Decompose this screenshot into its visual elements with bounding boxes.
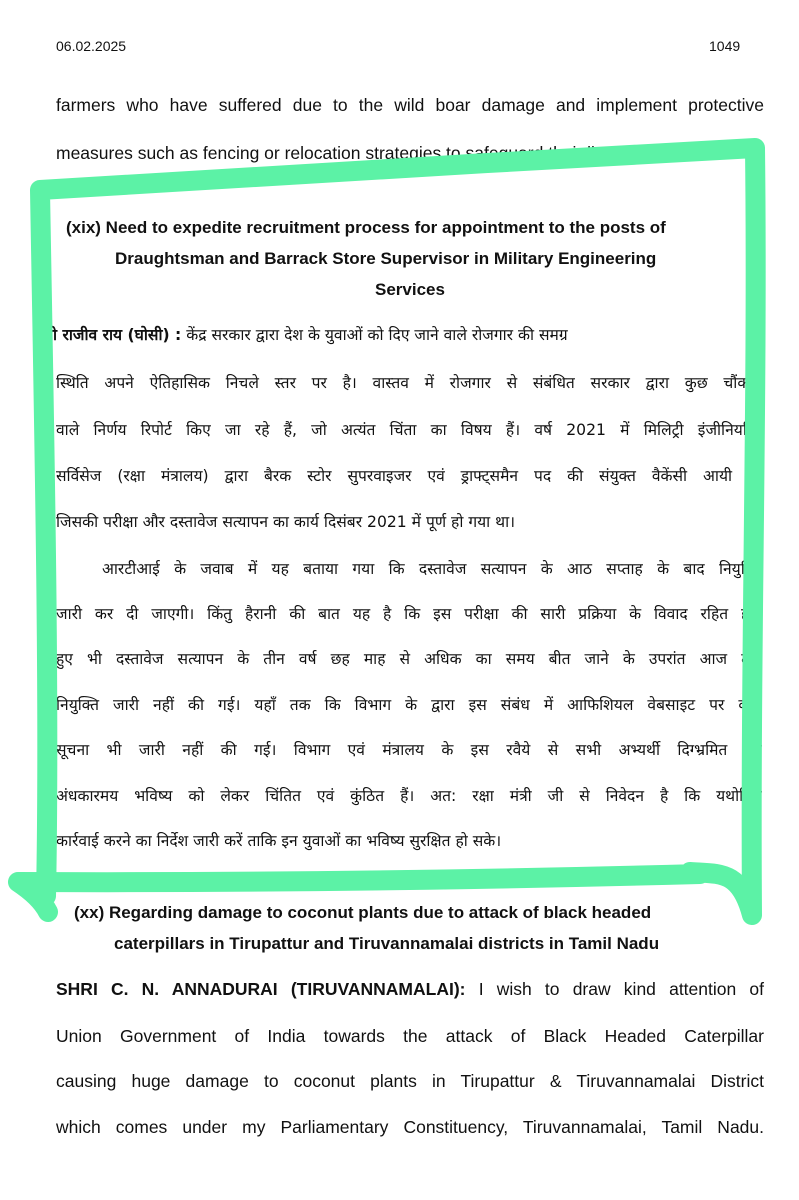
section-xix-para2-line-7: कार्रवाई करने का निर्देश जारी करें ताकि इन युवाओं का भविष्य सुरक्षित हो सके। <box>56 832 502 850</box>
section-xix-heading-line-3: Services <box>375 280 445 299</box>
section-xix-para2-line-2: जारी कर दी जाएगी। किंतु हैरानी की बात यह है कि इस परीक्षा की सारी प्रक्रिया के विवाद रहित होने <box>56 605 762 623</box>
section-xix-heading-line-1: (xix) Need to expedite recruitment process for appointment to the posts of <box>66 218 666 237</box>
section-xx-heading-line-1: (xx) Regarding damage to coconut plants due to attack of black headed <box>74 903 652 922</box>
section-xix-para2-line-6: अंधकारमय भविष्य को लेकर चिंतित एवं कुंठित हैं। अत: रक्षा मंत्री जी से निवेदन है कि यथोचित <box>56 787 762 805</box>
section-xx-body-line-1-text: I wish to draw kind attention of <box>478 979 765 999</box>
section-xx-heading-line-2: caterpillars in Tirupattur and Tiruvannamalai districts in Tamil Nadu <box>114 934 660 953</box>
intro-line-2: measures such as fencing or relocation strategies to safeguard their livelihoods. <box>56 143 674 163</box>
page-number: 1049 <box>709 38 741 54</box>
section-xix-para2-line-5: सूचना भी जारी नहीं की गई। विभाग एवं मंत्रालय के इस रवैये से सभी अभ्यर्थी दिग्भ्रमित एवं <box>56 741 762 759</box>
section-xix-para1-line-4: सर्विसेज (रक्षा मंत्रालय) द्वारा बैरक स्टोर सुपरवाइजर एवं ड्राफ्ट्समैन पद की संयुक्त वैकेंसी आयी थी <box>56 467 762 485</box>
section-xix-para2-line-1: आरटीआई के जवाब में यह बताया गया कि दस्तावेज सत्यापन के आठ सप्ताह के बाद नियुक्ति <box>102 560 762 578</box>
section-xx-body-line-2: Union Government of India towards the attack of Black Headed Caterpillar <box>56 1026 764 1046</box>
section-xix-speaker: श्री राजीव राय (घोसी) : <box>42 326 182 344</box>
section-xix-para1-line-1-text: केंद्र सरकार द्वारा देश के युवाओं को दिए जाने वाले रोजगार की समग्र <box>186 326 568 344</box>
section-xx-body-line-4: which comes under my Parliamentary Constituency, Tiruvannamalai, Tamil Nadu. <box>56 1117 764 1137</box>
section-xix-para1-line-3: वाले निर्णय रिपोर्ट किए जा रहे हैं, जो अत्यंत चिंता का विषय हैं। वर्ष 2021 में मिलिट्री इंजीनियरिंग <box>56 421 762 439</box>
section-xx-speaker: SHRI C. N. ANNADURAI (TIRUVANNAMALAI): <box>56 979 466 999</box>
section-xx-body-line-3: causing huge damage to coconut plants in Tirupattur & Tiruvannamalai District <box>56 1071 764 1091</box>
section-xix-heading-line-2: Draughtsman and Barrack Store Supervisor in Military Engineering <box>115 249 657 268</box>
section-xix-para2-line-4: नियुक्ति जारी नहीं की गई। यहाँ तक कि विभाग के द्वारा इस संबंध में आफिशियल वेबसाइट पर कोई <box>56 696 762 714</box>
intro-line-1: farmers who have suffered due to the wild boar damage and implement protective <box>56 95 764 115</box>
section-xix-para1-line-2: स्थिति अपने ऐतिहासिक निचले स्तर पर है। वास्तव में रोजगार से संबंधित सरकार द्वारा कुछ चौंकाने <box>56 374 762 392</box>
section-xx-body-line-1 <box>56 979 764 1000</box>
section-xix-para1-line-1 <box>42 323 762 345</box>
section-xix-para2-line-3: हुए भी दस्तावेज सत्यापन के तीन वर्ष छह माह से अधिक का समय बीत जाने के उपरांत आज तक <box>56 650 762 668</box>
section-xix-para1-line-5: जिसकी परीक्षा और दस्तावेज सत्यापन का कार्य दिसंबर 2021 में पूर्ण हो गया था। <box>56 513 516 531</box>
header-date: 06.02.2025 <box>56 38 127 54</box>
